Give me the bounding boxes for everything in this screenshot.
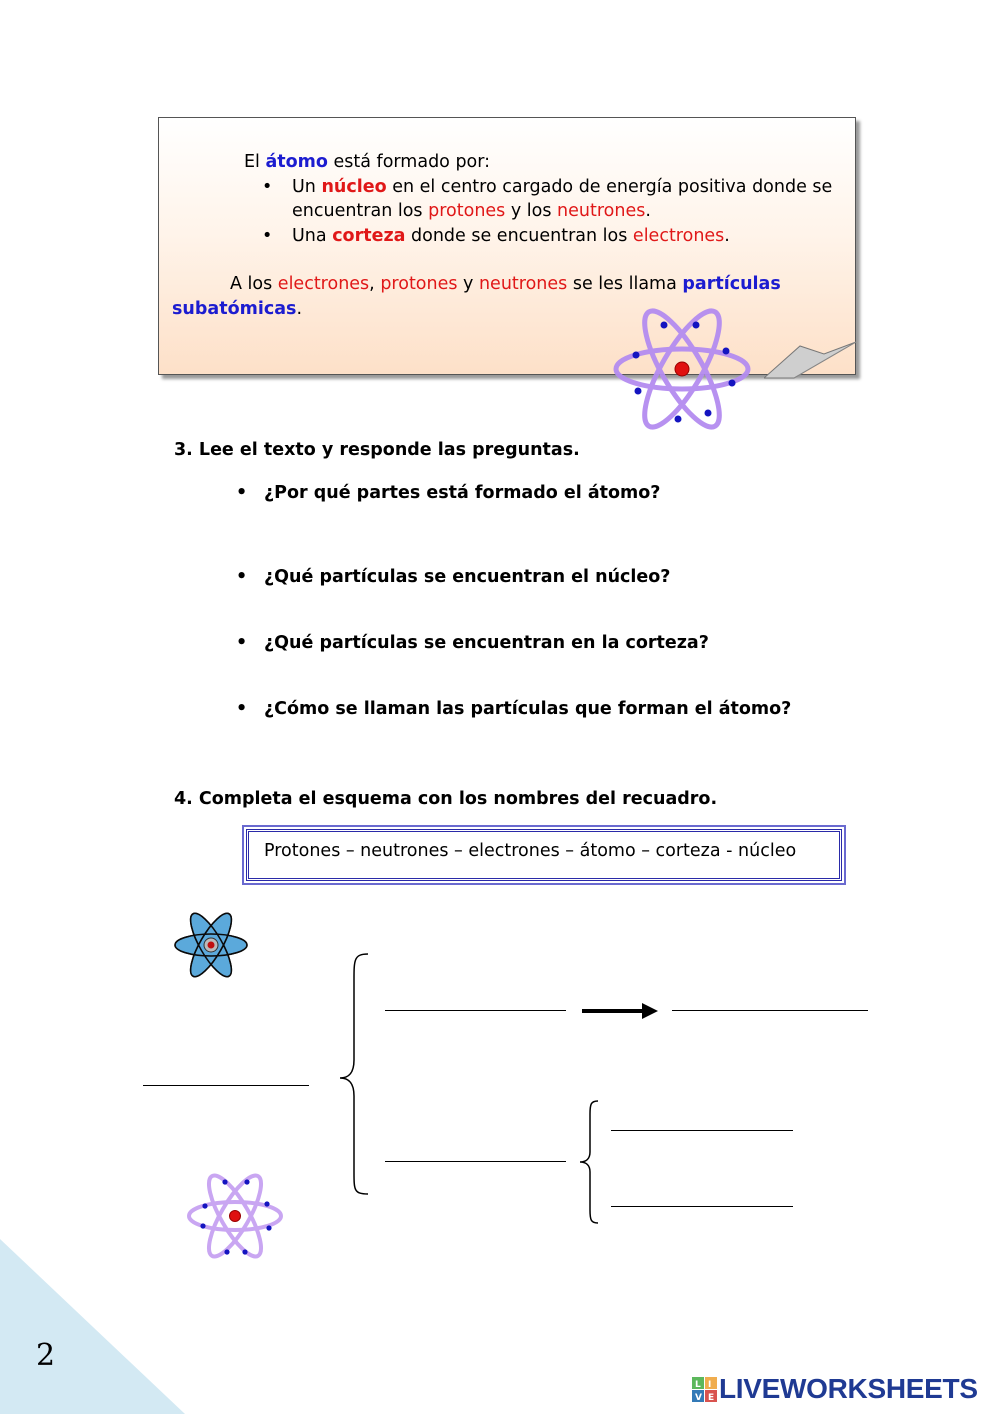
question-4 xyxy=(236,699,792,719)
bullet: • xyxy=(236,567,248,587)
atom-icon xyxy=(186,1161,284,1271)
term-electrons: electrones xyxy=(632,225,725,246)
blue-atom-icon xyxy=(172,905,250,985)
term-neutrons: neutrones xyxy=(557,201,646,221)
bullet: • xyxy=(236,633,248,653)
list-item xyxy=(292,224,844,249)
question-text: ¿Qué partículas se encuentran el núcleo? xyxy=(264,567,671,587)
corner-decoration xyxy=(0,1239,185,1414)
text: está formado por: xyxy=(327,152,491,172)
term-atom: átomo xyxy=(265,152,328,172)
page-curl-icon xyxy=(764,340,858,380)
text: , xyxy=(369,274,381,294)
blank-line-nucleus-particles[interactable] xyxy=(672,1010,868,1011)
svg-text:V: V xyxy=(695,1393,702,1403)
text: en el centro cargado de energía positiva donde se encuentran los xyxy=(292,176,833,221)
svg-text:I: I xyxy=(708,1380,712,1390)
brand-name: LIVEWORKSHEETS xyxy=(719,1373,978,1404)
list-item xyxy=(292,175,844,224)
arrow-right-icon xyxy=(580,1000,660,1022)
svg-text:L: L xyxy=(695,1380,701,1390)
section-4-heading: 4. Completa el esquema con los nombres del recuadro. xyxy=(174,789,718,809)
text: donde se encuentran los xyxy=(405,225,633,246)
term-nucleus: núcleo xyxy=(321,176,387,197)
brace-small xyxy=(576,1098,602,1226)
text: Una xyxy=(292,225,333,246)
blank-line-nucleus[interactable] xyxy=(385,1010,566,1011)
term-subatomic: partículas subatómicas xyxy=(172,274,781,319)
text: . xyxy=(296,298,303,319)
question-text: ¿Qué partículas se encuentran en la corteza? xyxy=(264,633,709,653)
atom-icon xyxy=(610,296,754,442)
question-text: ¿Cómo se llaman las partículas que forman el átomo? xyxy=(264,699,792,719)
blank-line-crust-particle-2[interactable] xyxy=(611,1206,793,1207)
question-text: ¿Por qué partes está formado el átomo? xyxy=(264,483,661,503)
word-bank-text: Protones – neutrones – electrones – átomo – corteza - núcleo xyxy=(264,841,797,861)
text: y xyxy=(457,274,479,294)
text: se les llama xyxy=(567,274,683,294)
text: Un xyxy=(292,176,322,197)
page-number: 2 xyxy=(36,1338,56,1373)
text: A los xyxy=(230,274,278,294)
section-3-heading: 3. Lee el texto y responde las preguntas. xyxy=(174,440,580,460)
liveworksheets-logo-icon xyxy=(692,1377,718,1403)
brace-large xyxy=(336,950,376,1198)
text: y los xyxy=(505,201,558,221)
bullet: • xyxy=(236,483,248,503)
note-intro xyxy=(172,150,844,175)
blank-line-crust[interactable] xyxy=(385,1161,566,1162)
blank-line-crust-particle-1[interactable] xyxy=(611,1130,793,1131)
blank-line-atom[interactable] xyxy=(143,1085,309,1086)
question-2 xyxy=(236,567,671,587)
text: . xyxy=(724,225,730,246)
term-electrons: electrones xyxy=(277,274,370,294)
note-list xyxy=(172,175,844,249)
term-neutrons: neutrones xyxy=(478,274,568,294)
term-protons: protones xyxy=(380,274,458,294)
text: . xyxy=(645,201,651,221)
term-protons: protones xyxy=(428,201,506,221)
term-crust: corteza xyxy=(332,225,406,246)
bullet: • xyxy=(236,699,248,719)
svg-text:E: E xyxy=(708,1393,715,1403)
text: El xyxy=(244,152,266,172)
question-1 xyxy=(236,483,661,503)
question-3 xyxy=(236,633,709,653)
